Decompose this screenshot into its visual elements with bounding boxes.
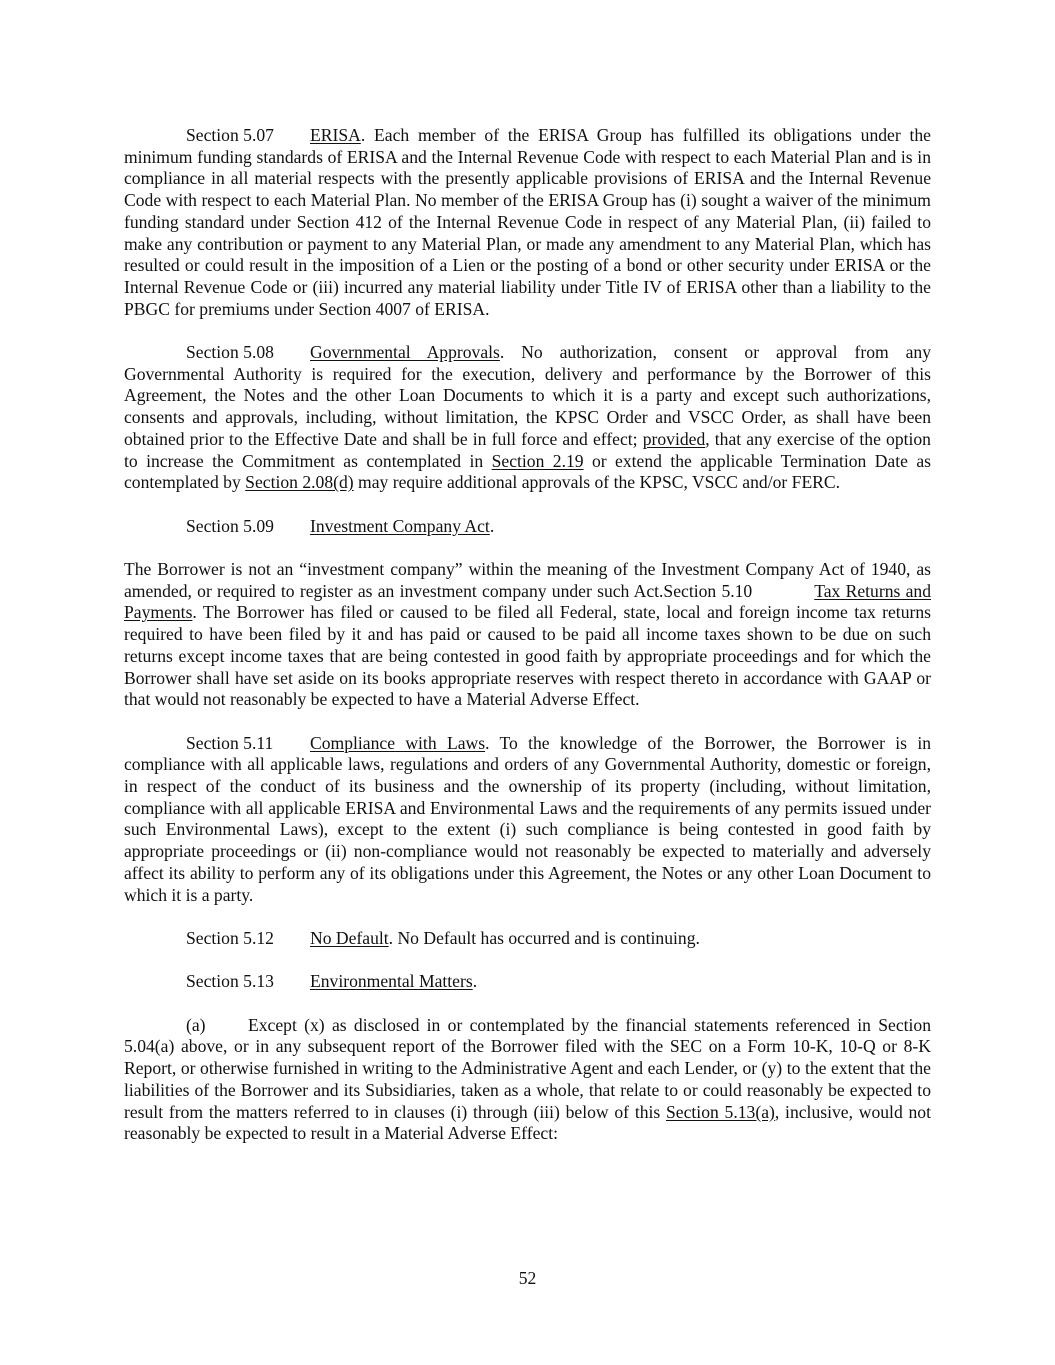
section-body: may require additional approvals of the KPSC, VSCC and/or FERC. bbox=[353, 472, 841, 493]
section-body: The Borrower is not an “investment company” within the meaning of the Investment Company Act of 1940, as amended, or required to register as an investment company under such Act. bbox=[124, 559, 931, 601]
section-number: Section 5.12 bbox=[186, 927, 274, 948]
document-page bbox=[124, 125, 931, 1167]
section-5-08-paragraph bbox=[124, 342, 931, 494]
section-title: No Default bbox=[310, 927, 389, 948]
section-body: . No Default has occurred and is continuing. bbox=[388, 927, 700, 948]
section-title-period: . bbox=[472, 971, 478, 992]
cross-reference: Section 2.08(d) bbox=[245, 472, 354, 493]
section-body: or extend the applicable Termination Date as contemplated by bbox=[124, 450, 931, 493]
section-number: Section 5.07 bbox=[186, 125, 274, 145]
section-number: Section 5.11 bbox=[186, 732, 274, 753]
section-body: . No authorization, consent or approval from any Governmental Authority is required for the execution, delivery and performance by the Borrower of this Agreement, the Notes and the other Loan Documents to which it is a party and except such authorizations, consents and approvals, including, without limitation, the KPSC Order and VSCC Order, as shall have been obtained prior to the Effective Date and shall be in full force and effect; bbox=[124, 342, 931, 449]
cross-reference: Section 2.19 bbox=[491, 450, 584, 471]
section-number: Section 5.10 bbox=[663, 580, 753, 601]
section-title-period: . bbox=[489, 515, 495, 536]
section-title: Investment Company Act bbox=[310, 515, 490, 536]
section-5-11-paragraph bbox=[124, 733, 931, 907]
section-5-09-5-10-paragraph bbox=[124, 559, 931, 711]
section-number: Section 5.09 bbox=[186, 515, 274, 536]
section-5-13-heading bbox=[124, 971, 931, 993]
section-title: Environmental Matters bbox=[310, 971, 473, 992]
section-body: . To the knowledge of the Borrower, the Borrower is in compliance with all applicable laws, regulations and orders of any Governmental Authority, domestic or foreign, in respect of the conduct of its business and the ownership of its property (including, without limitation, compliance with all applicable ERISA and Environmental Laws and the requirements of any permits issued under such Environmental Laws), except to the extent (i) such compliance is being contested in good faith by appropriate proceedings or (ii) non-compliance would not reasonably be expected to materially and adversely affect its ability to perform any of its obligations under this Agreement, the Notes or any other Loan Document to which it is a party. bbox=[124, 732, 931, 905]
section-title: Tax Returns and Payments bbox=[124, 580, 931, 623]
section-title: ERISA bbox=[310, 125, 361, 145]
cross-reference: Section 5.13(a) bbox=[666, 1101, 775, 1122]
section-body: . Each member of the ERISA Group has fulfilled its obligations under the minimum funding standards of ERISA and the Internal Revenue Code with respect to each Material Plan and is in compliance in all material respects with the presently applicable provisions of ERISA and the Internal Revenue Code with respect to each Material Plan. No member of the ERISA Group has (i) sought a waiver of the minimum funding standard under Section 412 of the Internal Revenue Code in respect of any Material Plan, (ii) failed to make any contribution or payment to any Material Plan, or made any amendment to any Material Plan, which has resulted or could result in the imposition of a Lien or the posting of a bond or other security under ERISA or the Internal Revenue Code or (iii) incurred any material liability under Title IV of ERISA other than a liability to the PBGC for premiums under Section 4007 of ERISA. bbox=[124, 125, 931, 319]
section-5-12-paragraph bbox=[124, 928, 931, 950]
provided-term: provided bbox=[642, 428, 706, 449]
section-body: , that any exercise of the option to increase the Commitment as contemplated in bbox=[124, 428, 931, 471]
section-title: Compliance with Laws bbox=[310, 732, 486, 753]
section-number: Section 5.13 bbox=[186, 971, 274, 992]
section-body: . The Borrower has filed or caused to be filed all Federal, state, local and foreign income tax returns required to have been filed by it and has paid or caused to be paid all income taxes shown to be due on such returns except income taxes that are being contested in good faith by appropriate proceedings and for which the Borrower shall have set aside on its books appropriate reserves with respect thereto in accordance with GAAP or that would not reasonably be expected to have a Material Adverse Effect. bbox=[124, 602, 931, 710]
section-body: , inclusive, would not reasonably be expected to result in a Material Adverse Effect: bbox=[124, 1101, 931, 1144]
section-body: Except (x) as disclosed in or contemplated by the financial statements referenced in Section 5.04(a) above, or in any subsequent report of the Borrower filed with the SEC on a Form 10-K, 10-Q or 8-K Report, or otherwise furnished in writing to the Administrative Agent and each Lender, or (y) to the extent that the liabilities of the Borrower and its Subsidiaries, taken as a whole, that relate to or could reasonably be expected to result from the matters referred to in clauses (i) through (iii) below of this bbox=[124, 1014, 931, 1122]
section-number: Section 5.08 bbox=[186, 342, 274, 363]
page-number: 52 bbox=[518, 1268, 537, 1288]
section-5-09-heading bbox=[124, 516, 931, 538]
section-5-13-a-paragraph bbox=[124, 1015, 931, 1145]
section-title: Governmental Approvals bbox=[310, 342, 500, 363]
section-5-07-paragraph bbox=[124, 125, 931, 320]
clause-label: (a) bbox=[186, 1014, 206, 1035]
